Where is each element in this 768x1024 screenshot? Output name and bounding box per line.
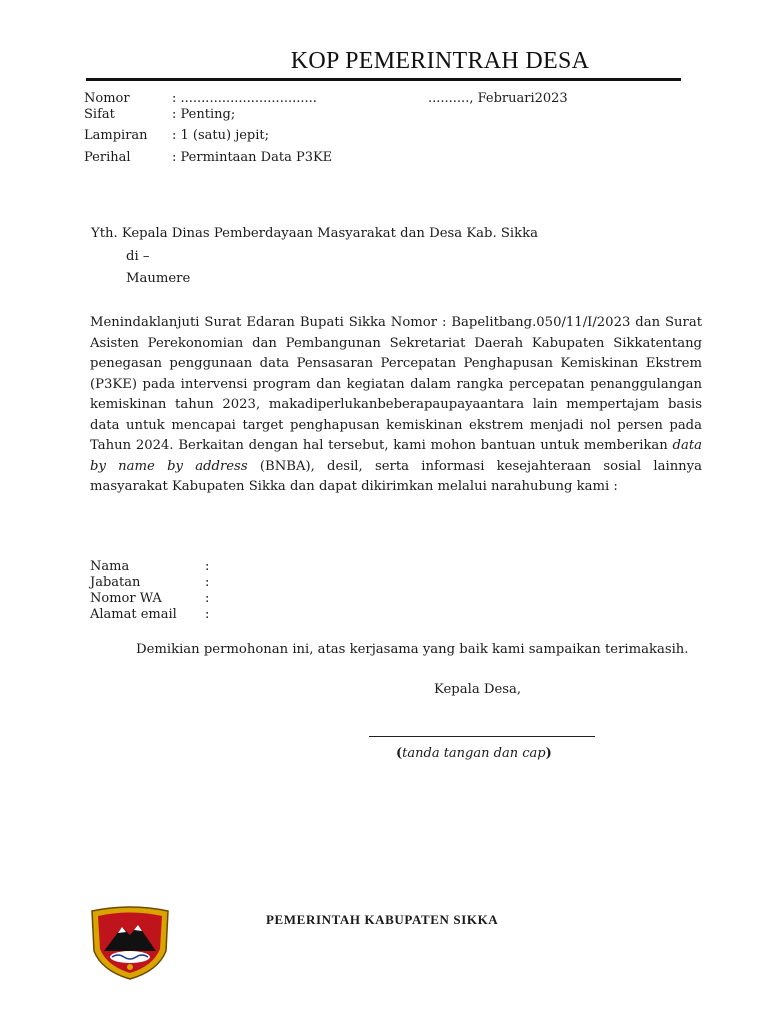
nomor-value: : ................................. [172, 91, 317, 106]
contact-jabatan-label: Jabatan [90, 575, 141, 590]
sifat-value: : Penting; [172, 107, 236, 122]
lampiran-value: : 1 (satu) jepit; [172, 128, 270, 143]
emblem-ornament [127, 964, 133, 970]
letter-date: .........., Februari2023 [428, 91, 568, 106]
meta-sifat [84, 107, 235, 123]
meta-perihal [84, 150, 332, 166]
signature-open-paren: ( [396, 746, 403, 761]
meta-nomor [84, 91, 317, 107]
perihal-value: : Permintaan Data P3KE [172, 150, 333, 165]
body-italic: data by name by address [90, 438, 702, 474]
lampiran-label: Lampiran [84, 128, 148, 143]
nomor-label: Nomor [84, 91, 130, 106]
contact-colon: : [205, 591, 210, 606]
perihal-label: Perihal [84, 150, 131, 165]
contact-jabatan [90, 575, 209, 591]
contact-colon: : [205, 607, 210, 622]
sifat-label: Sifat [84, 107, 115, 122]
contact-email [90, 607, 209, 623]
footer-government-name: PEMERINTAH KABUPATEN SIKKA [266, 912, 499, 927]
signature-line [369, 736, 595, 737]
emblem-sea [110, 951, 150, 963]
sikka-emblem-icon [88, 905, 172, 981]
contact-wa-label: Nomor WA [90, 591, 162, 606]
signature-close-paren: ) [545, 746, 552, 761]
body-part1: Menindaklanjuti Surat Edaran Bupati Sikka Nomor : Bapelitbang.050/11/I/2023 dan Surat Asisten Perekonomian dan Pembangunan Sekretariat Daerah Kabupaten Sikkatentang penegasan penggunaan data Pensasaran Percepatan Penghapusan Kemiskinan Ekstrem (P3KE) pada intervensi program dan kegiatan dalam rangka percepatan penanggulangan kemiskinan tahun 2023, makadiperlukanbeberapaupayaantara lain mempertajam basis data untuk mencapai target penghapusan kemiskinan ekstrem menjadi nol persen pada Tahun 2024. Berkaitan dengan hal tersebut, kami mohon bantuan untuk memberikan [90, 315, 702, 453]
contact-nama [90, 559, 209, 575]
contact-nama-label: Nama [90, 559, 130, 574]
signature-role: Kepala Desa, [434, 682, 522, 697]
addressee-di: di – [126, 249, 150, 264]
letter-body [90, 313, 702, 498]
addressee-city: Maumere [126, 271, 191, 286]
meta-lampiran [84, 128, 269, 144]
letterhead-rule [86, 78, 681, 81]
contact-nomor-wa [90, 591, 209, 607]
contact-colon: : [205, 575, 210, 590]
signature-note [396, 746, 552, 761]
body-part2: (BNBA), desil, serta informasi kesejahteraan sosial lainnya masyarakat Kabupaten Sikka dan dapat dikirimkan melalui narahubung kami : [90, 458, 702, 494]
closing-paragraph: Demikian permohonan ini, atas kerjasama yang baik kami sampaikan terimakasih. [136, 642, 689, 657]
signature-note-text: tanda tangan dan cap [402, 746, 546, 761]
letterhead-title: KOP PEMERINTRAH DESA [290, 48, 590, 74]
addressee-line: Yth. Kepala Dinas Pemberdayaan Masyarakat dan Desa Kab. Sikka [91, 226, 538, 241]
contact-colon: : [205, 559, 210, 574]
contact-email-label: Alamat email [90, 607, 177, 622]
